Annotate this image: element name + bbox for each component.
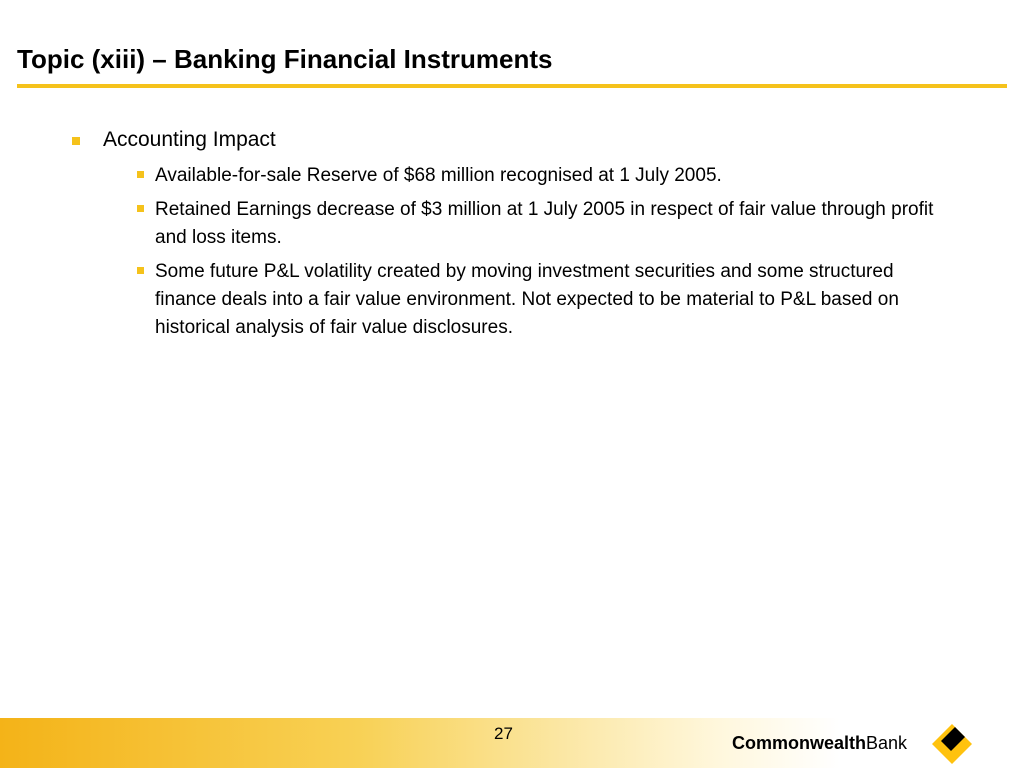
sub-bullet-text: Retained Earnings decrease of $3 million at 1 July 2005 in respect of fair value through profit and loss items. [155,199,934,248]
sub-bullet-item [137,162,957,190]
sub-bullet-item [137,258,957,342]
main-bullet-text: Accounting Impact [103,128,276,151]
slide-title: Topic (xiii) – Banking Financial Instruments [17,44,553,74]
brand-wordmark [732,733,907,754]
commonwealth-bank-logo-icon [931,723,973,765]
title-divider [17,84,1007,88]
sub-bullet-item [137,196,957,252]
sub-bullet-text: Some future P&L volatility created by moving investment securities and some structured finance deals into a fair value environment. Not expected to be material to P&L based on historical analysis of fair value disclosures. [155,261,899,338]
square-bullet-icon [72,137,80,145]
brand-name-bold: Commonwealth [732,733,867,753]
brand-name-regular: Bank [866,733,908,753]
main-bullet-item [72,128,952,152]
sub-bullet-text: Available-for-sale Reserve of $68 million recognised at 1 July 2005. [155,165,722,186]
square-bullet-icon [137,205,144,212]
square-bullet-icon [137,267,144,274]
page-number: 27 [494,724,513,743]
sub-bullet-list [137,162,957,348]
square-bullet-icon [137,171,144,178]
